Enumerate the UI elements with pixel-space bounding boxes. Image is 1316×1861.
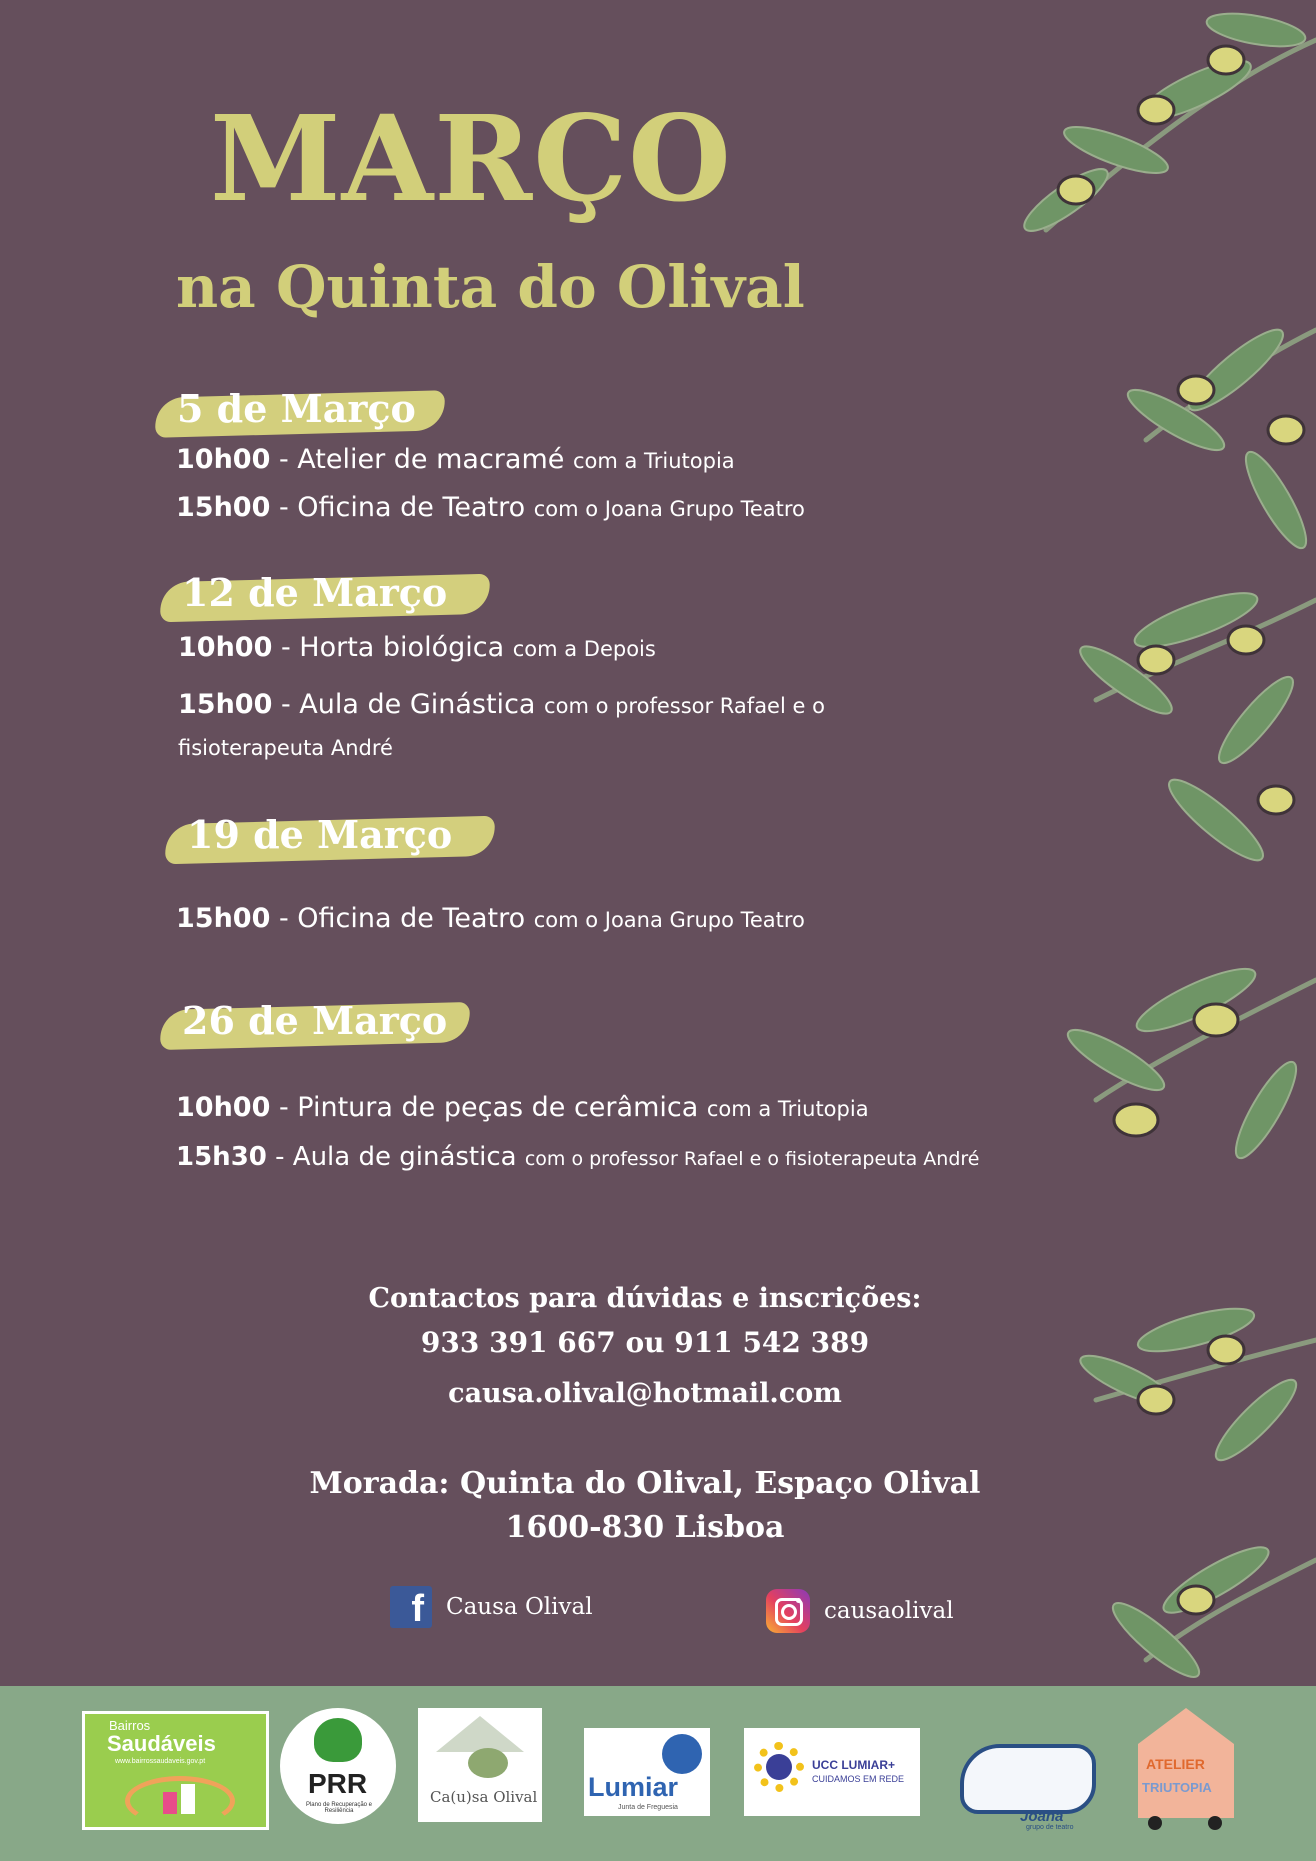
event-activity: - Aula de Ginástica <box>272 689 545 720</box>
event-time: 15h00 <box>176 903 271 934</box>
event-item <box>176 491 805 525</box>
event-activity: - Atelier de macramé <box>270 444 573 475</box>
date-label: 5 de Março <box>177 386 416 431</box>
facebook-icon: f <box>390 1586 432 1628</box>
event-time: 15h00 <box>178 689 273 720</box>
event-host: com o professor Rafael e o fisioterapeuta André <box>524 1148 980 1170</box>
event-activity: - Pintura de peças de cerâmica <box>270 1092 707 1123</box>
address-line-2: 1600-830 Lisboa <box>505 1510 785 1545</box>
logo-text: grupo de teatro <box>1026 1824 1074 1831</box>
logo-text: CUIDAMOS EM REDE <box>812 1774 905 1784</box>
event-host: com o Joana Grupo Teatro <box>533 497 805 521</box>
joana-logo <box>956 1726 1096 1836</box>
event-time: 15h00 <box>176 492 271 523</box>
event-time: 10h00 <box>178 632 273 663</box>
event-activity: - Oficina de Teatro <box>270 903 534 934</box>
instagram-icon <box>766 1589 810 1633</box>
ucc-lumiar-logo <box>744 1728 920 1816</box>
causa-olival-logo <box>418 1708 542 1822</box>
event-host: com a Depois <box>512 637 656 661</box>
olive-branches-decoration <box>896 0 1316 1700</box>
date-label: 26 de Março <box>182 998 448 1043</box>
logo-text: Joana <box>1020 1808 1064 1825</box>
event-item <box>176 443 735 477</box>
event-item <box>176 902 805 936</box>
logo-text: Junta de Freguesia <box>618 1804 678 1811</box>
event-host: com a Triutopia <box>706 1097 869 1121</box>
logo-text: Ca(u)sa Olival <box>430 1788 538 1806</box>
bairros-saudaveis-logo <box>82 1711 269 1830</box>
event-item <box>178 684 938 768</box>
logo-text: Lumiar <box>588 1772 679 1802</box>
event-item <box>178 631 656 665</box>
logo-text: Plano de Recuperação e Resiliência <box>305 1802 373 1814</box>
event-host: com a Triutopia <box>572 449 735 473</box>
event-item <box>176 1141 980 1174</box>
logo-text: UCC LUMIAR+ <box>812 1758 895 1772</box>
instagram-label: causaolival <box>824 1598 954 1624</box>
event-time: 10h00 <box>176 1092 271 1123</box>
event-time: 10h00 <box>176 444 271 475</box>
event-activity: - Oficina de Teatro <box>270 492 534 523</box>
date-heading-19 <box>185 812 452 858</box>
footer-logos-bar <box>0 1686 1316 1861</box>
date-label: 19 de Março <box>187 812 453 857</box>
date-heading-26 <box>180 998 447 1044</box>
event-host: com o professor Rafael e o fisioterapeuta André <box>178 694 825 760</box>
logo-text: Bairros <box>109 1718 151 1733</box>
lumiar-logo <box>584 1728 710 1816</box>
event-time: 15h30 <box>176 1142 267 1172</box>
triutopia-logo <box>1138 1708 1234 1832</box>
facebook-label: Causa Olival <box>446 1594 593 1620</box>
instagram-link[interactable] <box>766 1589 954 1633</box>
logo-text: Saudáveis <box>107 1731 216 1756</box>
logo-text: PRR <box>308 1768 368 1799</box>
event-host: com o Joana Grupo Teatro <box>533 908 805 932</box>
page-subtitle: na Quinta do Olival <box>176 253 805 321</box>
address-line-1: Morada: Quinta do Olival, Espaço Olival <box>309 1466 981 1501</box>
logo-text: ATELIER <box>1146 1756 1205 1772</box>
date-heading-5 <box>175 386 416 432</box>
logo-text: www.bairrossaudaveis.gov.pt <box>115 1758 206 1765</box>
prr-logo <box>280 1708 396 1824</box>
page-title: MARÇO <box>210 89 732 228</box>
contacts-email[interactable]: causa.olival@hotmail.com <box>448 1378 842 1409</box>
event-activity: - Horta biológica <box>272 632 513 663</box>
date-heading-12 <box>180 570 447 616</box>
event-activity: - Aula de ginástica <box>266 1142 525 1172</box>
contacts-phones[interactable]: 933 391 667 ou 911 542 389 <box>420 1326 870 1359</box>
logo-text: TRIUTOPIA <box>1142 1780 1212 1795</box>
facebook-link[interactable] <box>390 1586 593 1628</box>
event-item <box>176 1091 869 1125</box>
contacts-heading: Contactos para dúvidas e inscrições: <box>368 1283 922 1314</box>
date-label: 12 de Março <box>182 570 448 615</box>
